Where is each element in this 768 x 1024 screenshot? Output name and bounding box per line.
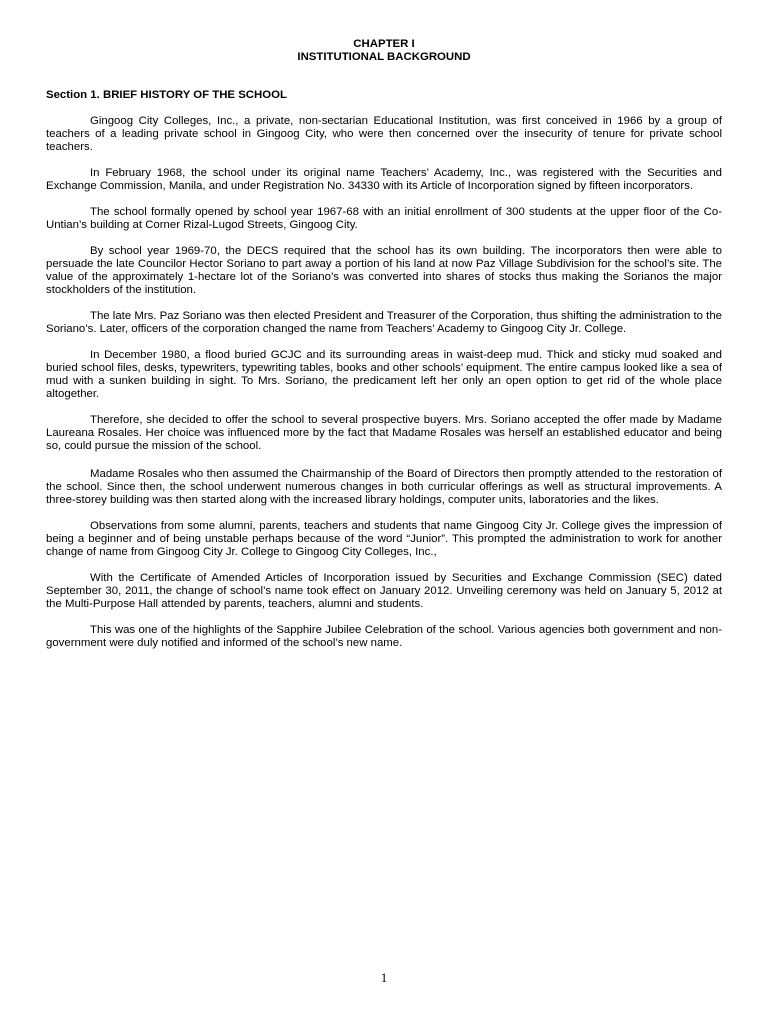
paragraph-building-site: By school year 1969-70, the DECS required that the school has its own building. The incorporators then were able to persuade the late Councilor Hector Soriano to part away a portion of his land at now Paz Village Subdivision for the school’s site. The value of the approximately 1-hectare lot of the Soriano’s was converted into shares of stocks thus making the Sorianos the major stockholders of the institution. xyxy=(46,245,722,296)
paragraph-name-change: Observations from some alumni, parents, teachers and students that name Gingoog City Jr. College gives the impression of being a beginner and of being unstable perhaps because of the word “Junior”. This prompted the administration to work for another change of name from Gingoog City Jr. College to Gingoog City Colleges, Inc., xyxy=(46,520,722,558)
paragraph-restoration: Madame Rosales who then assumed the Chairmanship of the Board of Directors then promptly attended to the restoration of the school. Since then, the school underwent numerous changes in both curricular offerings as well as structural improvements. A three-storey building was then started along with the increased library holdings, computer units, laboratories and the likes. xyxy=(46,468,722,506)
paragraph-sale: Therefore, she decided to offer the school to several prospective buyers. Mrs. Soriano accepted the offer made by Madame Laureana Rosales. Her choice was influenced more by the fact that Madame Rosales was herself an established educator and being so, could pursue the mission of the school. xyxy=(46,414,722,452)
paragraph-flood: In December 1980, a flood buried GCJC and its surrounding areas in waist-deep mud. Thick and sticky mud soaked and buried school files, desks, typewriters, typewriting tables, books and other schools’ equipment. The entire campus looked like a sea of mud with a sunken building in sight. To Mrs. Soriano, the predicament left her only an open option to get rid of the whole place altogether. xyxy=(46,349,722,400)
paragraph-jubilee: This was one of the highlights of the Sapphire Jubilee Celebration of the school. Various agencies both government and non-government were duly notified and informed of the school’s new name. xyxy=(46,624,722,649)
paragraph-registration: In February 1968, the school under its original name Teachers’ Academy, Inc., was registered with the Securities and Exchange Commission, Manila, and under Registration No. 34330 with its Article of Incorporation signed by fifteen incorporators. xyxy=(46,167,722,192)
paragraph-opening: The school formally opened by school year 1967-68 with an initial enrollment of 300 students at the upper floor of the Co-Untian’s building at Corner Rizal-Lugod Streets, Gingoog City. xyxy=(46,206,722,231)
chapter-title: INSTITUTIONAL BACKGROUND xyxy=(297,51,471,63)
paragraph-founding: Gingoog City Colleges, Inc., a private, non-sectarian Educational Institution, was first conceived in 1966 by a group of teachers of a leading private school in Gingoog City, who were then concerned over the insecurity of tenure for private school teachers. xyxy=(46,115,722,153)
document-page xyxy=(46,38,722,663)
paragraph-sec-certificate: With the Certificate of Amended Articles of Incorporation issued by Securities and Exchange Commission (SEC) dated September 30, 2011, the change of school’s name took effect on January 2012. Unveiling ceremony was held on January 5, 2012 at the Multi-Purpose Hall attended by parents, teachers, alumni and students. xyxy=(46,572,722,610)
section-heading: Section 1. BRIEF HISTORY OF THE SCHOOL xyxy=(46,89,287,101)
page-number: 1 xyxy=(380,970,388,985)
chapter-number: CHAPTER I xyxy=(353,38,415,50)
paragraph-administration: The late Mrs. Paz Soriano was then elected President and Treasurer of the Corporation, thus shifting the administration to the Soriano’s. Later, officers of the corporation changed the name from Teachers’ Academy to Gingoog City Jr. College. xyxy=(46,310,722,335)
